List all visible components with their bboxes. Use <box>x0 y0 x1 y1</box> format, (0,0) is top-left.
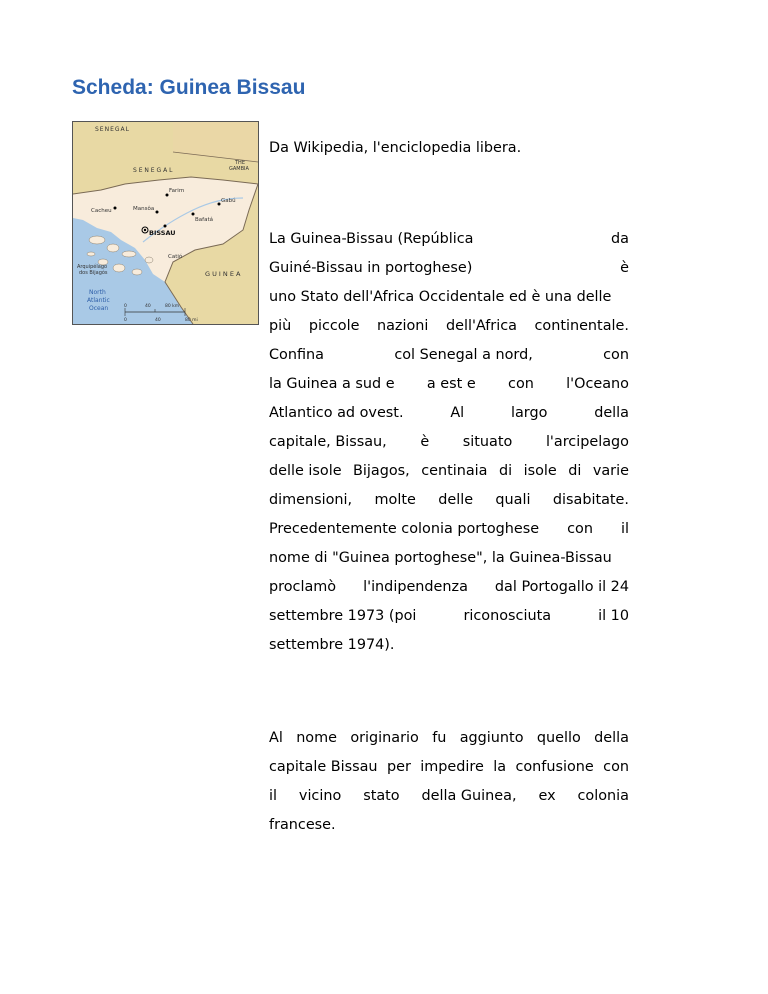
text-segment: ex <box>538 788 556 804</box>
map-label-bijagos-1: Arquipélago <box>77 264 108 270</box>
text-line <box>269 341 629 370</box>
map-label-bafata: Bafatá <box>195 217 213 223</box>
text-segment: quello <box>536 730 581 746</box>
text-segment: della <box>594 405 629 421</box>
source-line-text: Da Wikipedia, l'enciclopedia libera. <box>269 140 522 156</box>
text-segment: vicino <box>298 788 342 804</box>
text-segment: varie <box>592 463 629 479</box>
text-segment: a est e <box>426 376 476 392</box>
text-segment: è <box>620 260 629 276</box>
text-segment: nazioni <box>376 318 429 334</box>
text-line <box>269 544 629 573</box>
text-segment: stato <box>363 788 400 804</box>
text-segment: con <box>567 521 593 537</box>
text-line <box>269 370 629 399</box>
text-segment: Al <box>269 730 283 746</box>
text-segment: Atlantico ad ovest. <box>269 405 404 421</box>
map-label-gambia-2: GAMBIA <box>229 166 249 172</box>
map-label-ocean-1: North <box>89 289 106 296</box>
text-segment: situato <box>462 434 513 450</box>
source-line <box>269 134 629 163</box>
map-label-catio: Catió <box>168 254 183 260</box>
text-segment: l'arcipelago <box>545 434 629 450</box>
text-segment: confusione <box>515 759 594 775</box>
text-segment: riconosciuta <box>463 608 552 624</box>
guinea-bissau-map <box>72 121 259 325</box>
text-segment: con <box>603 347 629 363</box>
text-segment: continentale. <box>534 318 629 334</box>
text-segment: disabitate. <box>552 492 629 508</box>
text-line <box>269 457 629 486</box>
text-segment: isole <box>523 463 557 479</box>
text-segment: la <box>493 759 507 775</box>
paragraph-1 <box>269 225 629 660</box>
text-line <box>269 573 629 602</box>
text-line <box>269 782 629 811</box>
map-scale-km-80: 80 km <box>165 304 180 309</box>
paragraph-2 <box>269 724 629 840</box>
text-segment: settembre 1974). <box>269 637 395 653</box>
map-scale-mi-0: 0 <box>124 318 127 323</box>
text-segment: impedire <box>420 759 484 775</box>
text-segment: da <box>611 231 629 247</box>
text-line <box>269 225 629 254</box>
text-segment: settembre 1973 (poi <box>269 608 417 624</box>
map-label-senegal-mid: S E N E G A L <box>133 167 173 174</box>
text-line <box>269 724 629 753</box>
text-segment: con <box>508 376 534 392</box>
text-line <box>269 312 629 341</box>
text-line <box>269 753 629 782</box>
text-segment: di <box>498 463 513 479</box>
text-segment: Bijagos, <box>353 463 410 479</box>
text-segment: dimensioni, <box>269 492 353 508</box>
text-segment: centinaia <box>421 463 488 479</box>
map-label-senegal-top: SENEGAL <box>95 126 130 133</box>
text-line <box>269 811 629 840</box>
text-segment: Confina <box>269 347 324 363</box>
text-line <box>269 428 629 457</box>
map-label-farim: Farim <box>169 188 185 194</box>
text-segment: Al <box>450 405 465 421</box>
text-segment: nome di "Guinea portoghese", la Guinea-Bissau <box>269 550 612 566</box>
map-label-bissau: BISSAU <box>149 229 176 237</box>
text-segment: proclamò <box>269 579 337 595</box>
text-segment: quali <box>495 492 531 508</box>
map-scale-mi-80: 80 mi <box>185 318 198 323</box>
map-label-gambia-1: THE <box>235 160 245 166</box>
text-segment: è <box>420 434 430 450</box>
text-segment: il 10 <box>598 608 629 624</box>
text-segment: fu <box>432 730 447 746</box>
text-segment: dell'Africa <box>445 318 517 334</box>
map-scale-km-40: 40 <box>145 304 151 309</box>
map-graphic <box>73 122 258 324</box>
map-scale-mi-40: 40 <box>155 318 161 323</box>
text-segment: l'Oceano <box>566 376 629 392</box>
text-line <box>269 254 629 283</box>
text-segment: piccole <box>308 318 360 334</box>
text-line <box>269 602 629 631</box>
text-segment: nome <box>296 730 337 746</box>
text-segment: dal Portogallo il 24 <box>494 579 629 595</box>
map-scale-km-0: 0 <box>124 304 127 309</box>
text-line <box>269 631 629 660</box>
text-segment: originario <box>350 730 419 746</box>
text-segment: della Guinea, <box>421 788 517 804</box>
map-label-bijagos-2: dos Bijagós <box>79 270 108 276</box>
text-segment: largo <box>510 405 548 421</box>
text-line <box>269 515 629 544</box>
text-segment: capitale, Bissau, <box>269 434 387 450</box>
text-segment: delle <box>438 492 474 508</box>
text-segment: uno Stato dell'Africa Occidentale ed è una delle <box>269 289 612 305</box>
map-label-ocean-2: Atlantic <box>87 297 110 304</box>
text-segment: per <box>386 759 411 775</box>
text-segment: delle isole <box>269 463 342 479</box>
text-segment: il <box>269 788 277 804</box>
text-segment: della <box>594 730 629 746</box>
text-line <box>269 486 629 515</box>
text-segment: molte <box>374 492 416 508</box>
text-segment: la Guinea a sud e <box>269 376 395 392</box>
map-label-ocean-3: Ocean <box>89 305 109 312</box>
text-segment: con <box>603 759 629 775</box>
text-segment: La Guinea-Bissau (República <box>269 231 474 247</box>
text-segment: Precedentemente colonia portoghese <box>269 521 540 537</box>
text-segment: francese. <box>269 817 336 833</box>
text-segment: l'indipendenza <box>363 579 468 595</box>
text-segment: di <box>568 463 582 479</box>
text-segment: il <box>620 521 629 537</box>
text-segment: capitale Bissau <box>269 759 378 775</box>
text-segment: più <box>269 318 292 334</box>
text-line <box>269 399 629 428</box>
map-label-guinea: G U I N E A <box>205 270 241 278</box>
text-segment: Guiné-Bissau in portoghese) <box>269 260 473 276</box>
map-label-cacheu: Cacheu <box>91 208 112 214</box>
text-segment: colonia <box>577 788 629 804</box>
page-title: Scheda: Guinea Bissau <box>72 76 306 99</box>
text-segment: col Senegal a nord, <box>394 347 533 363</box>
text-line <box>269 283 629 312</box>
map-label-gabu: Gabú <box>221 198 236 204</box>
text-segment: aggiunto <box>459 730 524 746</box>
map-label-mansoa: Mansôa <box>133 206 155 212</box>
